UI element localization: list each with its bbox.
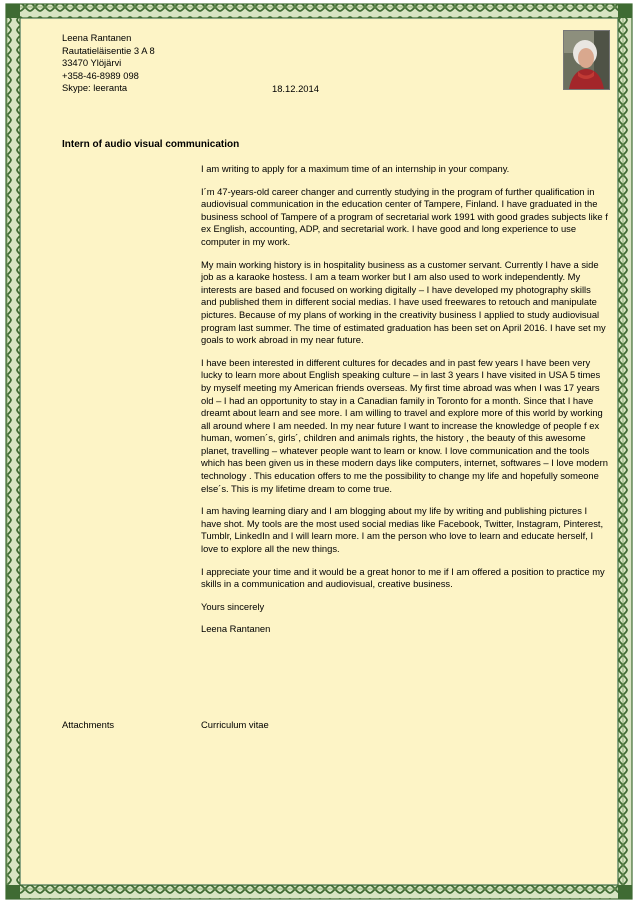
paragraph-blogging: I am having learning diary and I am blogging about my life by writing and publishing pictures I have shot. My tools are the most used social medias like Facebook, Twitter, Instagram, Pinterest, Tumblr, LinkedIn and I will learn more. I am the person who love to learn and educate herself, I love to explore all the new things.	[201, 505, 604, 555]
letter-body	[201, 163, 609, 646]
paragraph-cultures: I have been interested in different cultures for decades and in past few years I have been very lucky to learn more about English speaking culture – in last 3 years I have visited in USA 5 times by myself meeting my American friends overseas. My first time abroad was when I was 17 years old – I had an opportunity to stay in a Canadian family in Toronto for a month. Since that I have dreamt about learn and see more. I am willing to travel and explore more of this world by working all around where I am needed. In my near future I want to increase the knowledge of people f ex human, women´s, girls´, children and animals rights, the history , the beauty of this awesome planet, travelling – whatever people want to learn or know. I love communication and the tools which has been given us in these modern days like computers, internet, softwares – I love modern technology . This education offers to me the possibility to change my life and hopefully someone else´s. This is my lifetime dream to come true.	[201, 356, 608, 494]
signature-name: Leena Rantanen	[201, 623, 271, 635]
paragraph-intro: I am writing to apply for a maximum time of an internship in your company.	[201, 163, 510, 174]
paragraph-closing: I appreciate your time and it would be a great honor to me if I am offered a position to practice my skills in a communication and audiovisual, creative business.	[201, 565, 605, 590]
sender-phone: +358-46-8989 098	[62, 69, 139, 81]
sender-city: 33470 Ylöjärvi	[62, 57, 122, 69]
paragraph-background: I´m 47-years-old career changer and currently studying in the program of further qualification in audiovisual communication in the education center of Tampere, Finland. I have graduated in the business school of Tampere of a program of secretarial work 1991 with good grades subjects like f ex English, accounting, ADP, and secretarial work. I have good and long experience to use computer in my work.	[201, 185, 608, 247]
sender-skype: Skype: leeranta	[62, 82, 128, 94]
letter-date: 18.12.2014	[272, 83, 319, 94]
attachments-label: Attachments	[62, 719, 115, 730]
sender-address-block	[62, 32, 155, 95]
paragraph-work-history: My main working history is in hospitality business as a customer servant. Currently I have a side job as a karaoke hostess. I am a team worker but I am also used to work independently. My interests are based and focused on working digitally – I have developed my photography skills and published them in different social medias. I have used freewares to retouch and manipulate pictures. Because of my plans of working in the creativity business I applied to study audiovisual program last summer. The time of estimated graduation has been set on April 2016. I have set my goals to work abroad in my near future.	[201, 258, 606, 346]
sign-off: Yours sincerely	[201, 600, 265, 612]
profile-photo	[563, 30, 610, 90]
attachments-value: Curriculum vitae	[201, 719, 269, 730]
sender-name: Leena Rantanen	[62, 32, 132, 43]
sender-street: Rautatieläisentie 3 A 8	[62, 44, 155, 56]
subject-line: Intern of audio visual communication	[62, 139, 240, 150]
